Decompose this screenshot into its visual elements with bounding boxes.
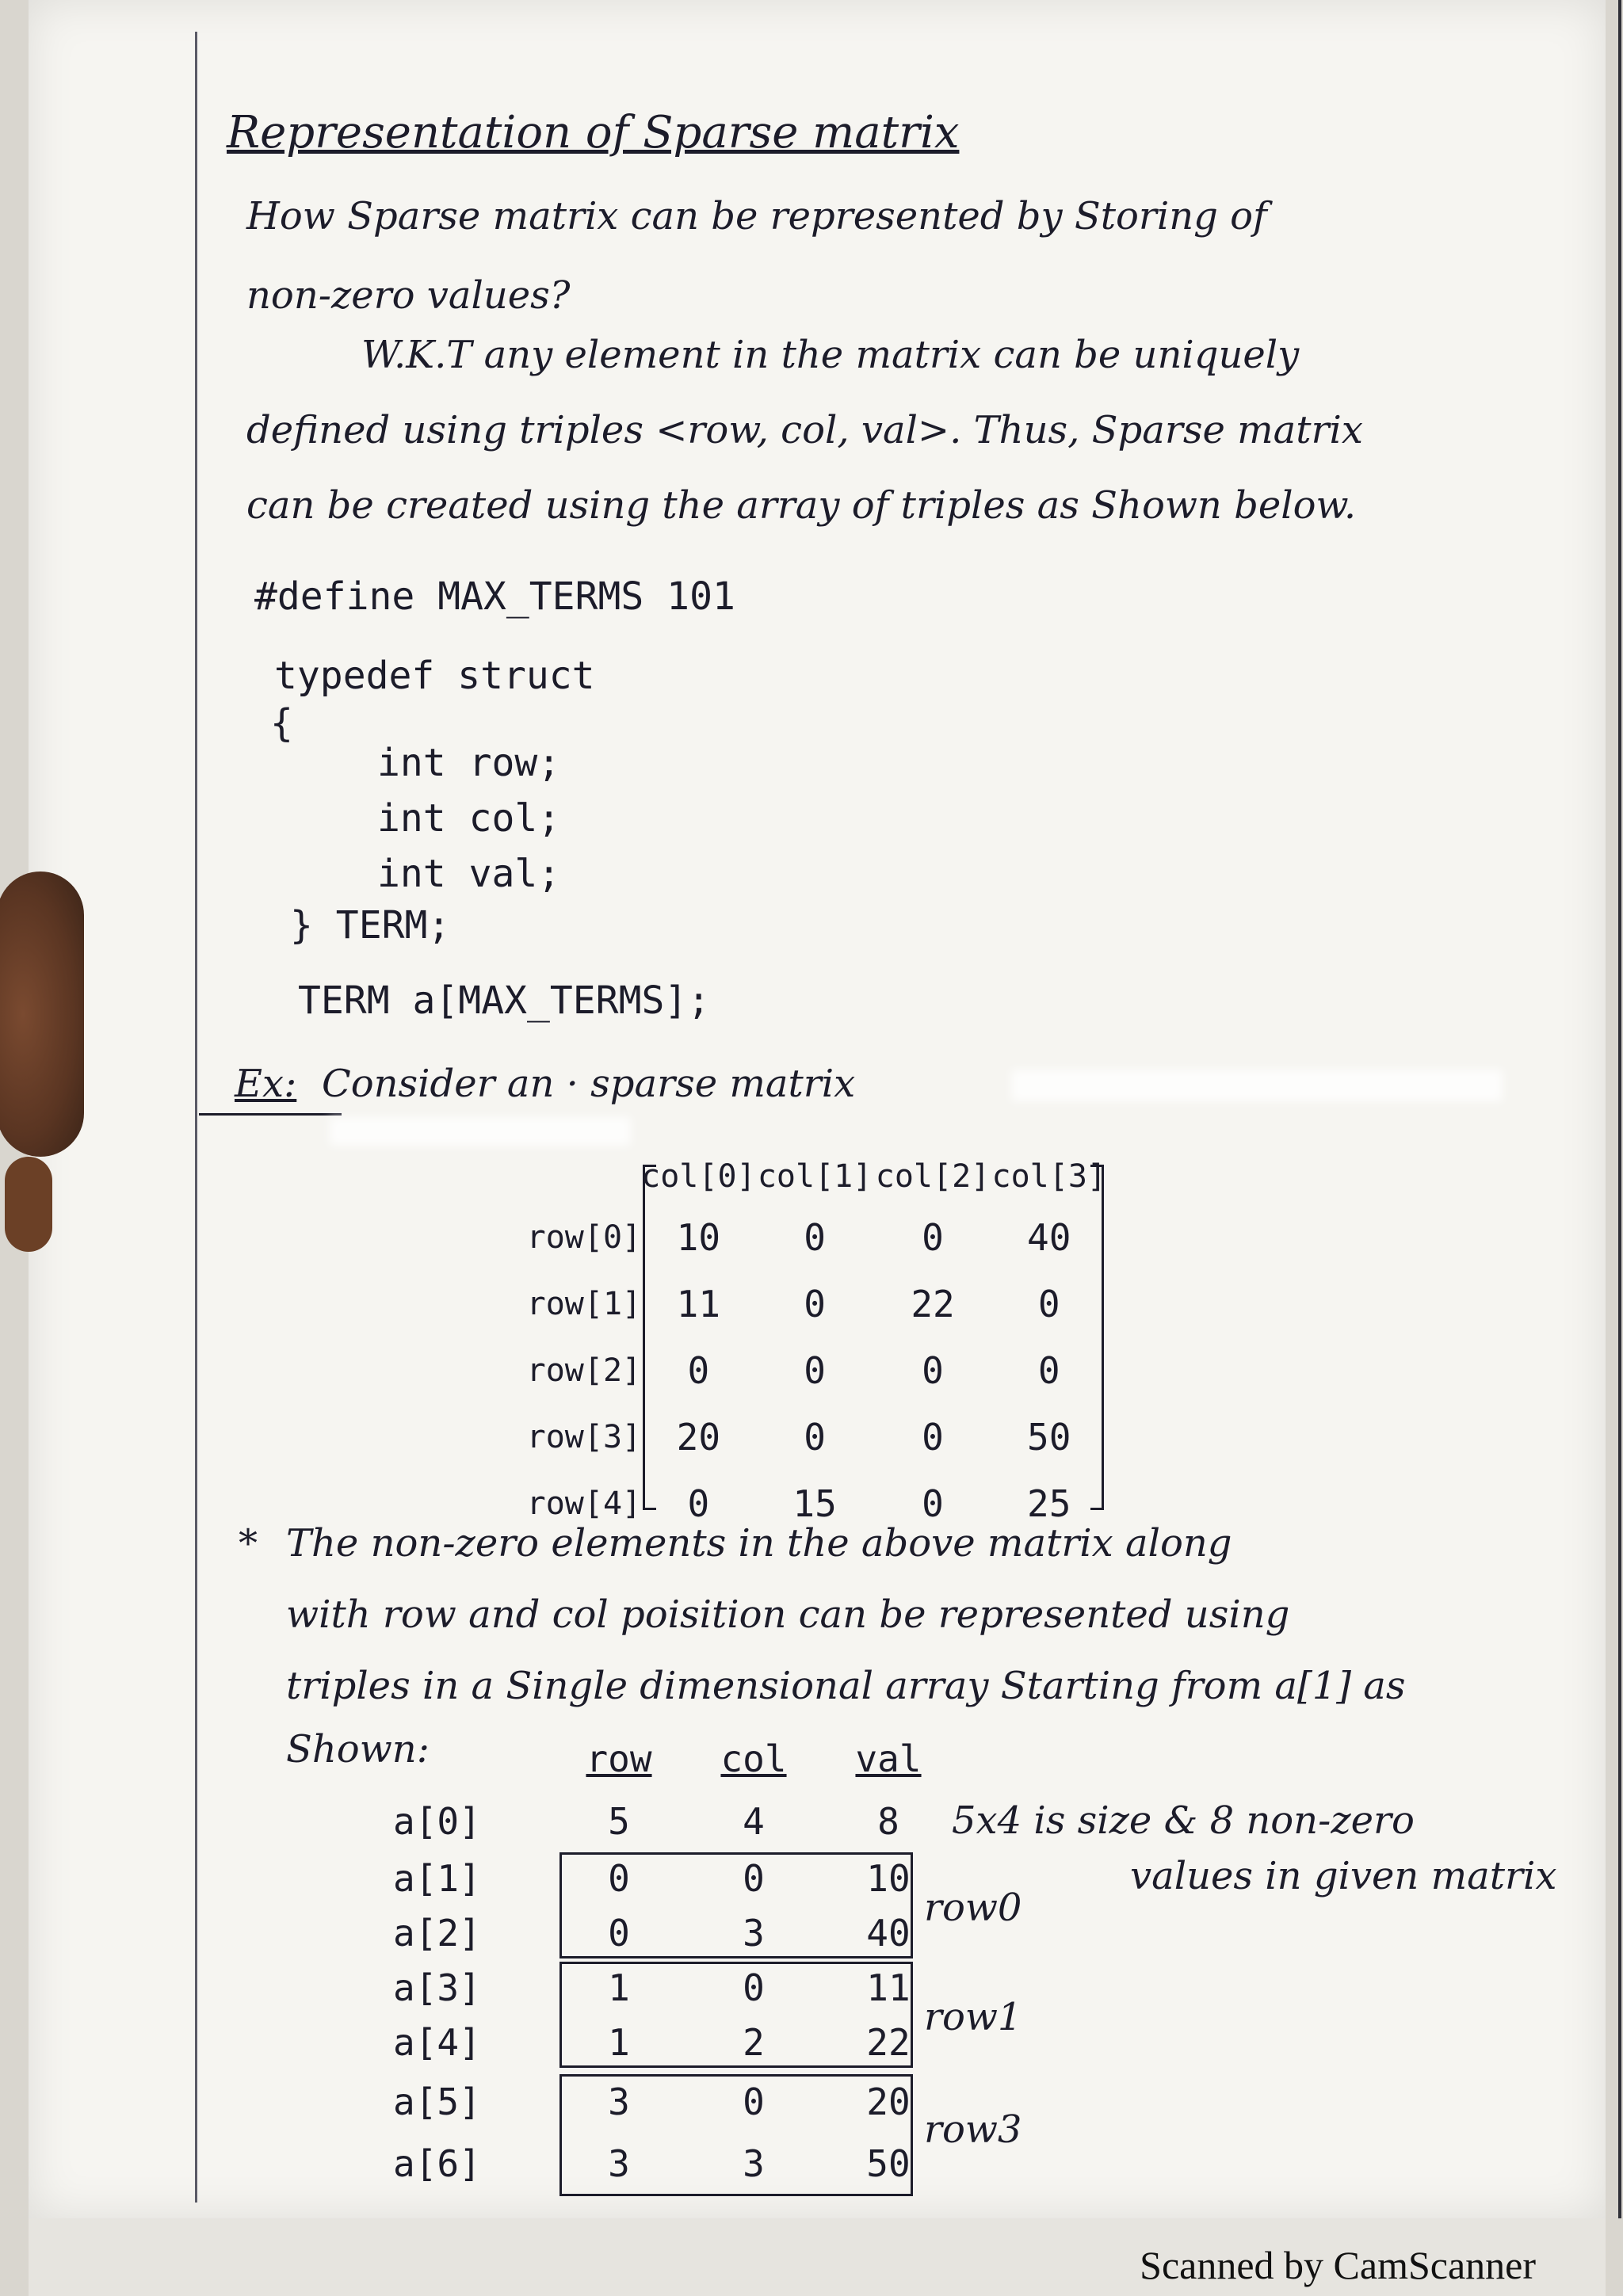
triple-label: a[0] — [393, 1800, 481, 1843]
triple-label: a[6] — [393, 2142, 481, 2185]
triple-label: a[3] — [393, 1966, 481, 2009]
matrix-row-label: row[3] — [526, 1419, 642, 1455]
matrix-col-header: col[1] — [757, 1158, 873, 1195]
matrix-cell: 0 — [922, 1216, 944, 1259]
code-term-array: TERM a[MAX_TERMS]; — [298, 978, 711, 1023]
code-open-brace: { — [270, 701, 293, 746]
explanation-line-1: The non-zero elements in the above matrix along — [286, 1521, 1232, 1566]
triple-row: 3 — [608, 2142, 630, 2185]
page-title: Representation of Sparse matrix — [227, 107, 960, 158]
triple-col: 2 — [743, 2021, 765, 2064]
triple-row: 0 — [608, 1857, 630, 1900]
triple-col: 0 — [743, 1857, 765, 1900]
matrix-cell: 10 — [676, 1216, 721, 1259]
triple-col: 4 — [743, 1800, 765, 1843]
triple-label: a[4] — [393, 2021, 481, 2064]
matrix-cell: 0 — [1037, 1283, 1060, 1325]
group-label-row0: row0 — [924, 1886, 1022, 1930]
triple-row: 5 — [608, 1800, 630, 1843]
matrix-right-bracket — [1090, 1165, 1104, 1510]
matrix-cell: 0 — [687, 1482, 710, 1525]
triple-val: 20 — [866, 2081, 911, 2123]
group-box-row1 — [559, 1962, 913, 2068]
triple-val: 40 — [866, 1912, 911, 1955]
triple-row: 1 — [608, 1966, 630, 2009]
triples-header: val — [855, 1737, 922, 1780]
triple-row: 0 — [608, 1912, 630, 1955]
erased-smudge — [1011, 1070, 1503, 1101]
triple-row: 3 — [608, 2081, 630, 2123]
triple-col: 3 — [743, 2142, 765, 2185]
triple-label: a[2] — [393, 1912, 481, 1955]
matrix-row-label: row[1] — [526, 1286, 642, 1322]
notebook-page — [29, 0, 1606, 2218]
matrix-row-label: row[2] — [526, 1352, 642, 1389]
margin-line — [195, 32, 197, 2203]
matrix-cell: 0 — [804, 1283, 826, 1325]
intro-line-1: How Sparse matrix can be represented by Storing of — [246, 194, 1267, 238]
matrix-cell: 22 — [911, 1283, 955, 1325]
intro-line-5: can be created using the array of triples as Shown below. — [246, 483, 1357, 528]
triple-col: 0 — [743, 1966, 765, 2009]
erased-smudge-2 — [330, 1117, 631, 1146]
group-box-row0 — [559, 1852, 913, 1958]
group-label-row1: row1 — [924, 1995, 1022, 2039]
triple-val: 22 — [866, 2021, 911, 2064]
matrix-cell: 0 — [804, 1349, 826, 1392]
triple-col: 3 — [743, 1912, 765, 1955]
matrix-cell: 25 — [1027, 1482, 1071, 1525]
matrix-col-header: col[3] — [991, 1158, 1106, 1195]
explanation-bullet: * — [239, 1521, 258, 1566]
matrix-cell: 0 — [804, 1216, 826, 1259]
triple-val: 11 — [866, 1966, 911, 2009]
triples-header: row — [586, 1737, 652, 1780]
triple-col: 0 — [743, 2081, 765, 2123]
matrix-cell: 0 — [922, 1482, 944, 1525]
matrix-row-label: row[4] — [526, 1486, 642, 1522]
triple-row: 1 — [608, 2021, 630, 2064]
example-label: Ex: — [235, 1062, 297, 1106]
matrix-cell: 50 — [1027, 1416, 1071, 1459]
matrix-cell: 0 — [922, 1349, 944, 1392]
code-int-col: int col; — [377, 796, 561, 841]
size-note-line-2: values in given matrix — [1130, 1854, 1557, 1898]
intro-line-2: non-zero values? — [246, 273, 571, 318]
matrix-cell: 0 — [687, 1349, 710, 1392]
triples-header: col — [720, 1737, 787, 1780]
matrix-cell: 11 — [676, 1283, 721, 1325]
matrix-col-header: col[0] — [641, 1158, 756, 1195]
matrix-cell: 15 — [792, 1482, 837, 1525]
triple-val: 8 — [877, 1800, 899, 1843]
matrix-col-header: col[2] — [875, 1158, 991, 1195]
example-underline — [199, 1113, 342, 1116]
right-margin-line — [1618, 0, 1621, 2218]
thumb-shadow — [0, 871, 84, 1157]
matrix-cell: 40 — [1027, 1216, 1071, 1259]
group-box-row3 — [559, 2074, 913, 2196]
explanation-line-2: with row and col poisition can be represented using — [286, 1592, 1290, 1637]
code-int-val: int val; — [377, 852, 561, 896]
triple-label: a[1] — [393, 1857, 481, 1900]
matrix-cell: 0 — [922, 1416, 944, 1459]
explanation-line-3: triples in a Single dimensional array Starting from a[1] as — [286, 1664, 1406, 1708]
code-int-row: int row; — [377, 741, 561, 785]
explanation-line-4: Shown: — [286, 1727, 430, 1772]
triple-label: a[5] — [393, 2081, 481, 2123]
size-note-line-1: 5x4 is size & 8 non-zero — [952, 1798, 1415, 1843]
finger-shadow — [5, 1157, 52, 1252]
intro-line-3: W.K.T any element in the matrix can be uniquely — [361, 333, 1300, 377]
sparse-matrix — [504, 1149, 1106, 1537]
intro-line-4: defined using triples <row, col, val>. Thus, Sparse matrix — [246, 408, 1363, 452]
matrix-cell: 0 — [1037, 1349, 1060, 1392]
matrix-row-label: row[0] — [526, 1219, 642, 1256]
triple-val: 50 — [866, 2142, 911, 2185]
example-text: Consider an · sparse matrix — [322, 1062, 856, 1106]
code-close-term: } TERM; — [290, 903, 451, 948]
code-typedef: typedef struct — [274, 654, 595, 698]
triple-val: 10 — [866, 1857, 911, 1900]
matrix-cell: 20 — [676, 1416, 721, 1459]
code-define: #define MAX_TERMS 101 — [254, 574, 735, 619]
scanner-watermark: Scanned by CamScanner — [1140, 2243, 1536, 2287]
group-label-row3: row3 — [924, 2107, 1022, 2152]
matrix-cell: 0 — [804, 1416, 826, 1459]
matrix-left-bracket — [643, 1165, 656, 1510]
